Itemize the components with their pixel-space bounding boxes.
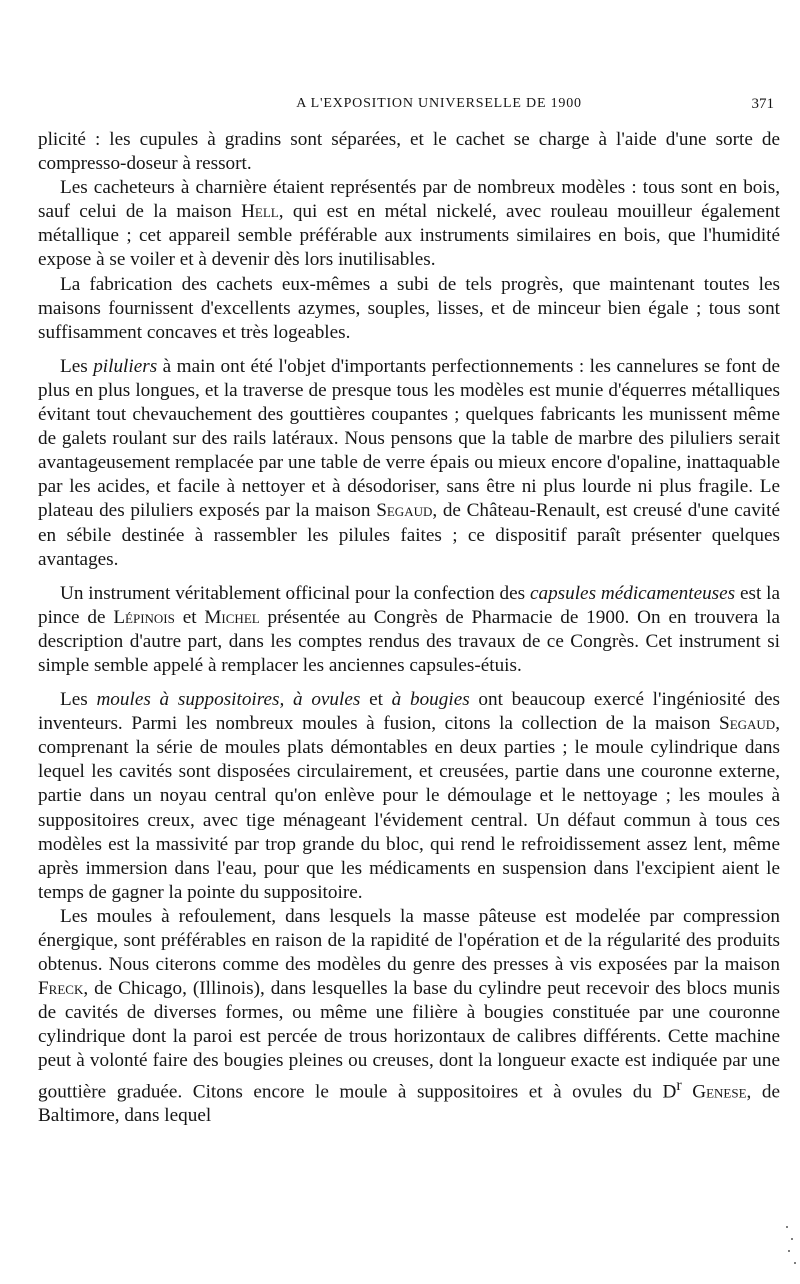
text-run: , qui est en métal nickelé, avec rouleau mouilleur également métallique ; cet appareil semble préférable aux instruments similaires en bois, que l'humidité expose à se voiler et à devenir dès lors inutilisables.	[38, 201, 780, 271]
proper-name: Segaud	[376, 500, 433, 522]
scan-speck	[791, 1238, 793, 1240]
text-run: Un instrument véritablement officinal pour la confection des	[60, 582, 530, 604]
paragraph	[38, 355, 780, 572]
text-run: et	[174, 606, 205, 628]
text-run: présentée au Congrès de Pharmacie de 1900. On en trouvera la description d'autre part, dans les comptes rendus des travaux de ce Congrès. Cet instrument si simple semble appelé à remplacer les anciennes capsules-étuis.	[38, 606, 780, 676]
text-run: et	[360, 689, 392, 711]
book-page	[38, 96, 780, 1128]
text-run: La fabrication des cachets eux-mêmes a subi de tels progrès, que maintenant toutes les maisons fournissent d'excellents azymes, souples, lisses, et de minceur bien égale ; tous sont suffisamment concaves et très logeables.	[38, 273, 780, 343]
text-run: Les moules à refoulement, dans lesquels la masse pâteuse est modelée par compression énergique, sont préférables en raison de la rapidité de l'opération et de la régularité des produits obtenus. Nous citerons comme des modèles du genre des presses à vis exposées par la maison	[38, 905, 780, 976]
text-run: , comprenant la série de moules plats démontables en deux parties ; le moule cylindrique dans lequel les cavités sont disposées circulairement, et creusées, partie dans une couronne externe, partie dans un noyau central qu'on enlève pour le démoulage et le nettoyage ; les moules à suppositoires creux, avec tige ménageant l'évidement central. Un défaut commun à tous ces modèles est la massivité par trop grande du bloc, qui rend le refroidissement assez lent, même après immersion dans l'eau, pour que les médicaments en suspension dans l'excipient aient le temps de gagner la pointe du suppositoire.	[38, 713, 780, 903]
superscript: r	[676, 1076, 682, 1094]
text-run	[682, 1081, 693, 1102]
text-run: Les	[60, 355, 94, 377]
running-title: A L'EXPOSITION UNIVERSELLE DE 1900	[296, 96, 582, 111]
paragraph	[38, 582, 780, 678]
page-number: 371	[751, 96, 774, 112]
text-run: Les	[60, 689, 97, 711]
text-run: à main ont été l'objet d'importants perfectionnements : les cannelures se font de plus en plus longues, et la traverse de presque tous les modèles est munie d'équerres métalliques évitant tout chevauchement des gouttières coupantes ; quelques fabricants les munissent même de galets roulant sur des rails latéraux. Nous pensons que la table de marbre des piluliers serait avantageusement remplacée par une table de verre épais ou mieux encore d'opaline, inattaquable par les acides, et facile à nettoyer et à désodoriser, sans être ni plus lourde ni plus fragile. Le plateau des piluliers exposés par la maison	[38, 355, 780, 522]
italic-term: capsules médicamenteuses	[529, 582, 736, 604]
italic-term: piluliers	[93, 355, 158, 377]
paragraph	[38, 273, 780, 345]
proper-name: Hell	[241, 201, 279, 223]
scan-speck	[794, 1262, 796, 1264]
text-run: est la pince de	[38, 582, 780, 628]
proper-name: Michel	[204, 606, 260, 628]
paragraph	[38, 905, 780, 1128]
paragraph	[38, 688, 780, 905]
scan-speck	[786, 1226, 788, 1228]
paragraph	[38, 176, 780, 272]
paragraph	[38, 128, 780, 176]
proper-name: Genese	[692, 1080, 747, 1102]
italic-term: à bougies	[391, 689, 470, 711]
proper-name: Segaud	[719, 713, 776, 735]
text-run: Les cacheteurs à charnière étaient représentés par de nombreux modèles : tous sont en bois, sauf celui de la maison	[38, 177, 780, 223]
text-run: , de Baltimore, dans lequel	[38, 1080, 780, 1127]
text-run: , de Chicago, (Illinois), dans lesquelles la base du cylindre peut recevoir des blocs munis de cavités de diverses formes, ou même une filière à bougies constituée par une couronne cylindrique dont la paroi est percée de trous horizontaux de calibres différents. Cette machine peut à volonté faire des bougies pleines ou creuses, dont la longueur exacte est indiquée par une gouttière graduée. Citons encore le moule à suppositoires et à ovules du D	[38, 978, 780, 1102]
proper-name: Lépinois	[113, 606, 175, 628]
text-run: plicité : les cupules à gradins sont séparées, et le cachet se charge à l'aide d'une sorte de compresso-doseur à ressort.	[38, 129, 780, 175]
text-run: , de Château-Renault, est creusé d'une cavité en sébile destinée à rassembler les pilules faites ; ce dispositif paraît présenter quelques avantages.	[38, 500, 780, 570]
page-header	[38, 96, 780, 118]
text-run: ont beaucoup exercé l'ingéniosité des inventeurs. Parmi les nombreux moules à fusion, citons la collection de la maison	[38, 689, 780, 735]
italic-term: moules à suppositoires, à ovules	[96, 689, 361, 711]
body-text	[38, 128, 780, 1128]
proper-name: Freck	[38, 978, 84, 1000]
scan-speck	[788, 1250, 790, 1252]
